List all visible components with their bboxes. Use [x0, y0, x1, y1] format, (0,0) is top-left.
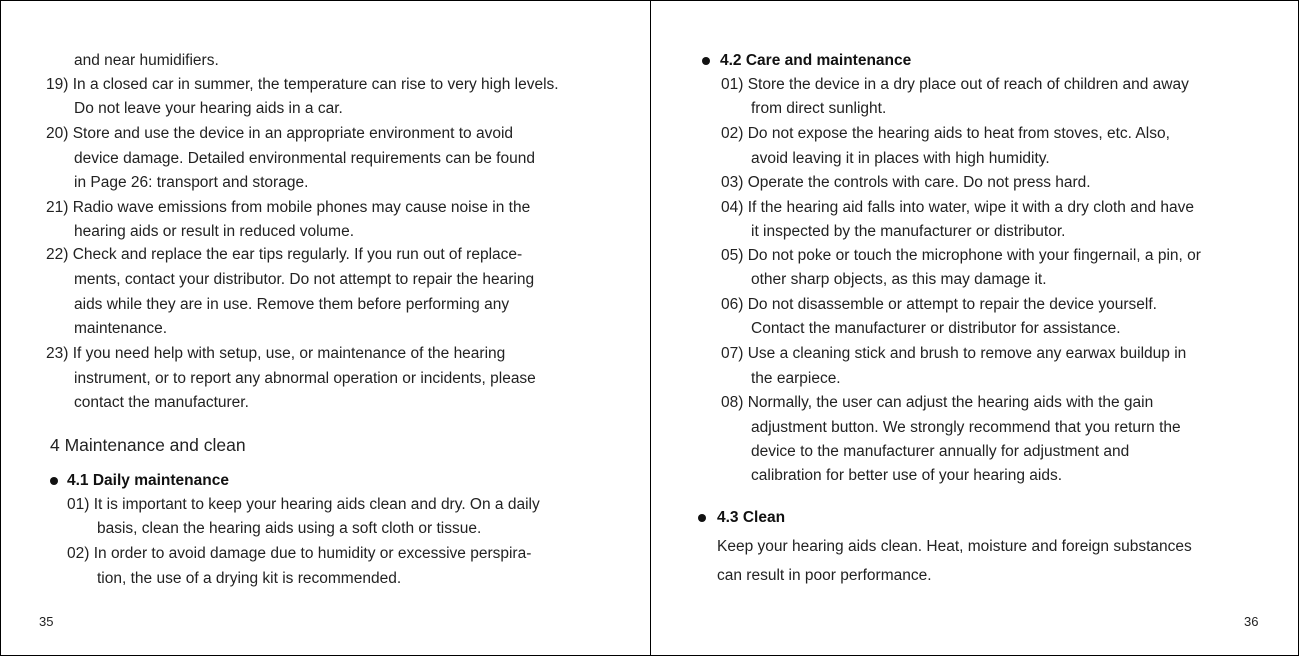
- text-line: aids while they are in use. Remove them before performing any: [74, 296, 510, 313]
- list-item-02: 02) In order to avoid damage due to humidity or excessive perspira-: [67, 545, 532, 562]
- text-line: in Page 26: transport and storage.: [74, 174, 309, 191]
- list-item-01: 01) Store the device in a dry place out of reach of children and away: [721, 76, 1189, 93]
- bullet-icon: [698, 514, 706, 522]
- list-item-07: 07) Use a cleaning stick and brush to remove any earwax buildup in: [721, 345, 1187, 362]
- list-item-03: 03) Operate the controls with care. Do not press hard.: [721, 174, 1091, 191]
- text-line: maintenance.: [74, 320, 168, 337]
- text-line: and near humidifiers.: [74, 52, 219, 69]
- text-line: ments, contact your distributor. Do not attempt to repair the hearing: [74, 271, 535, 288]
- text-line: device damage. Detailed environmental requirements can be found: [74, 150, 535, 167]
- text-line: Do not leave your hearing aids in a car.: [74, 100, 343, 117]
- list-item-08: 08) Normally, the user can adjust the hearing aids with the gain: [721, 394, 1154, 411]
- text-line: it inspected by the manufacturer or distributor.: [751, 223, 1066, 240]
- right-page: [651, 1, 1298, 655]
- text-line: avoid leaving it in places with high humidity.: [751, 150, 1050, 167]
- left-page: [1, 1, 651, 655]
- list-item-05: 05) Do not poke or touch the microphone with your fingernail, a pin, or: [721, 247, 1201, 264]
- text-line: basis, clean the hearing aids using a soft cloth or tissue.: [97, 520, 482, 537]
- list-item-19: 19) In a closed car in summer, the temperature can rise to very high levels.: [46, 76, 559, 93]
- text-line: tion, the use of a drying kit is recommended.: [97, 570, 402, 587]
- list-item-02: 02) Do not expose the hearing aids to heat from stoves, etc. Also,: [721, 125, 1170, 142]
- subsection-title: 4.2 Care and maintenance: [720, 52, 912, 69]
- list-item-21: 21) Radio wave emissions from mobile phones may cause noise in the: [46, 199, 531, 216]
- text-line: device to the manufacturer annually for adjustment and: [751, 443, 1130, 460]
- text-line: contact the manufacturer.: [74, 394, 249, 411]
- bullet-icon: [702, 57, 710, 65]
- subsection-title: 4.3 Clean: [717, 509, 786, 526]
- text-line: adjustment button. We strongly recommend that you return the: [751, 419, 1181, 436]
- section-heading: 4 Maintenance and clean: [50, 435, 246, 455]
- text-line: can result in poor performance.: [717, 567, 932, 584]
- list-item-22: 22) Check and replace the ear tips regularly. If you run out of replace-: [46, 246, 523, 263]
- bullet-icon: [50, 477, 58, 485]
- text-line: calibration for better use of your hearing aids.: [751, 467, 1063, 484]
- list-item-23: 23) If you need help with setup, use, or maintenance of the hearing: [46, 345, 506, 362]
- text-line: other sharp objects, as this may damage it.: [751, 271, 1047, 288]
- subsection-title: 4.1 Daily maintenance: [67, 472, 229, 489]
- page-number: 35: [39, 614, 54, 629]
- list-item-06: 06) Do not disassemble or attempt to repair the device yourself.: [721, 296, 1157, 313]
- text-line: the earpiece.: [751, 370, 841, 387]
- list-item-04: 04) If the hearing aid falls into water, wipe it with a dry cloth and have: [721, 199, 1195, 216]
- text-line: instrument, or to report any abnormal operation or incidents, please: [74, 370, 536, 387]
- text-line: Contact the manufacturer or distributor for assistance.: [751, 320, 1121, 337]
- text-line: from direct sunlight.: [751, 100, 887, 117]
- text-line: hearing aids or result in reduced volume.: [74, 223, 355, 240]
- list-item-01: 01) It is important to keep your hearing aids clean and dry. On a daily: [67, 496, 540, 513]
- page-number: 36: [1244, 614, 1259, 629]
- list-item-20: 20) Store and use the device in an appropriate environment to avoid: [46, 125, 514, 142]
- text-line: Keep your hearing aids clean. Heat, moisture and foreign substances: [717, 538, 1192, 555]
